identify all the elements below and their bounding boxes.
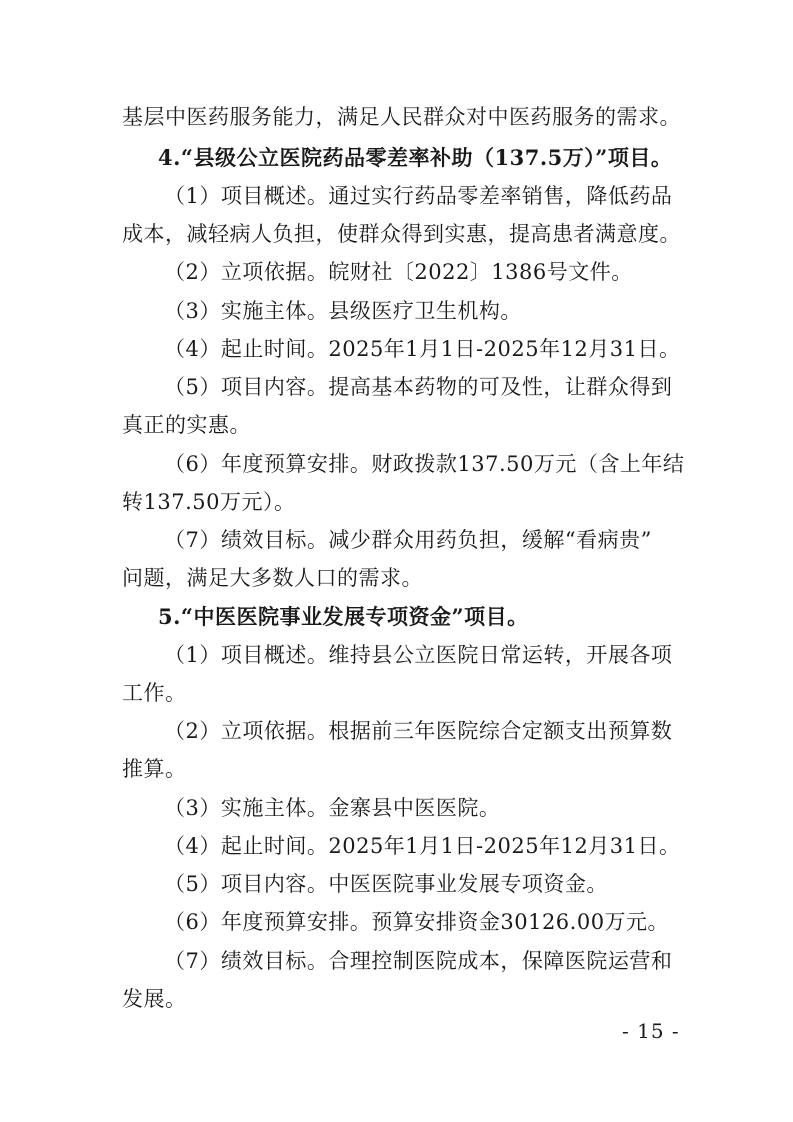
item-5-6: （6）年度预算安排。预算安排资金30126.00万元。 (164, 910, 670, 934)
item-5-3: （3）实施主体。金寨县中医医院。 (164, 796, 501, 820)
item-4-1-line-2: 成本，减轻病人负担，使群众得到实惠，提高患者满意度。 (122, 222, 681, 246)
item-5-1-line-1: （1）项目概述。维持县公立医院日常运转，开展各项 (164, 643, 673, 667)
page-number: - 15 - (622, 1019, 680, 1043)
item-4-5-line-2: 真正的实惠。 (122, 413, 251, 437)
item-5-2-line-2: 推算。 (122, 757, 187, 781)
item-4-5-line-1: （5）项目内容。提高基本药物的可及性，让群众得到 (164, 375, 673, 399)
item-4-2: （2）立项依据。皖财社〔2022〕1386号文件。 (164, 260, 633, 284)
section-heading-4: 4.“县级公立医院药品零差率补助（137.5万）”项目。 (158, 145, 673, 170)
item-5-5: （5）项目内容。中医医院事业发展专项资金。 (164, 872, 608, 896)
item-4-3: （3）实施主体。县级医疗卫生机构。 (164, 299, 522, 323)
section-heading-5: 5.“中医医院事业发展专项资金”项目。 (158, 604, 529, 629)
item-4-7-line-1: （7）绩效目标。减少群众用药负担，缓解“看病贵” (164, 528, 652, 552)
item-5-4: （4）起止时间。2025年1月1日-2025年12月31日。 (164, 834, 681, 858)
item-4-1-line-1: （1）项目概述。通过实行药品零差率销售，降低药品 (164, 184, 673, 208)
item-4-7-line-2: 问题，满足大多数人口的需求。 (122, 566, 423, 590)
item-5-7-line-2: 发展。 (122, 987, 187, 1011)
item-4-6-line-1: （6）年度预算安排。财政拨款137.50万元（含上年结 (164, 452, 685, 476)
item-5-2-line-1: （2）立项依据。根据前三年医院综合定额支出预算数 (164, 719, 673, 743)
item-5-1-line-2: 工作。 (122, 681, 187, 705)
item-5-7-line-1: （7）绩效目标。合理控制医院成本，保障医院运营和 (164, 949, 673, 973)
paragraph-continuation: 基层中医药服务能力，满足人民群众对中医药服务的需求。 (122, 105, 681, 129)
item-4-6-line-2: 转137.50万元）。 (122, 490, 296, 514)
item-4-4: （4）起止时间。2025年1月1日-2025年12月31日。 (164, 337, 681, 361)
